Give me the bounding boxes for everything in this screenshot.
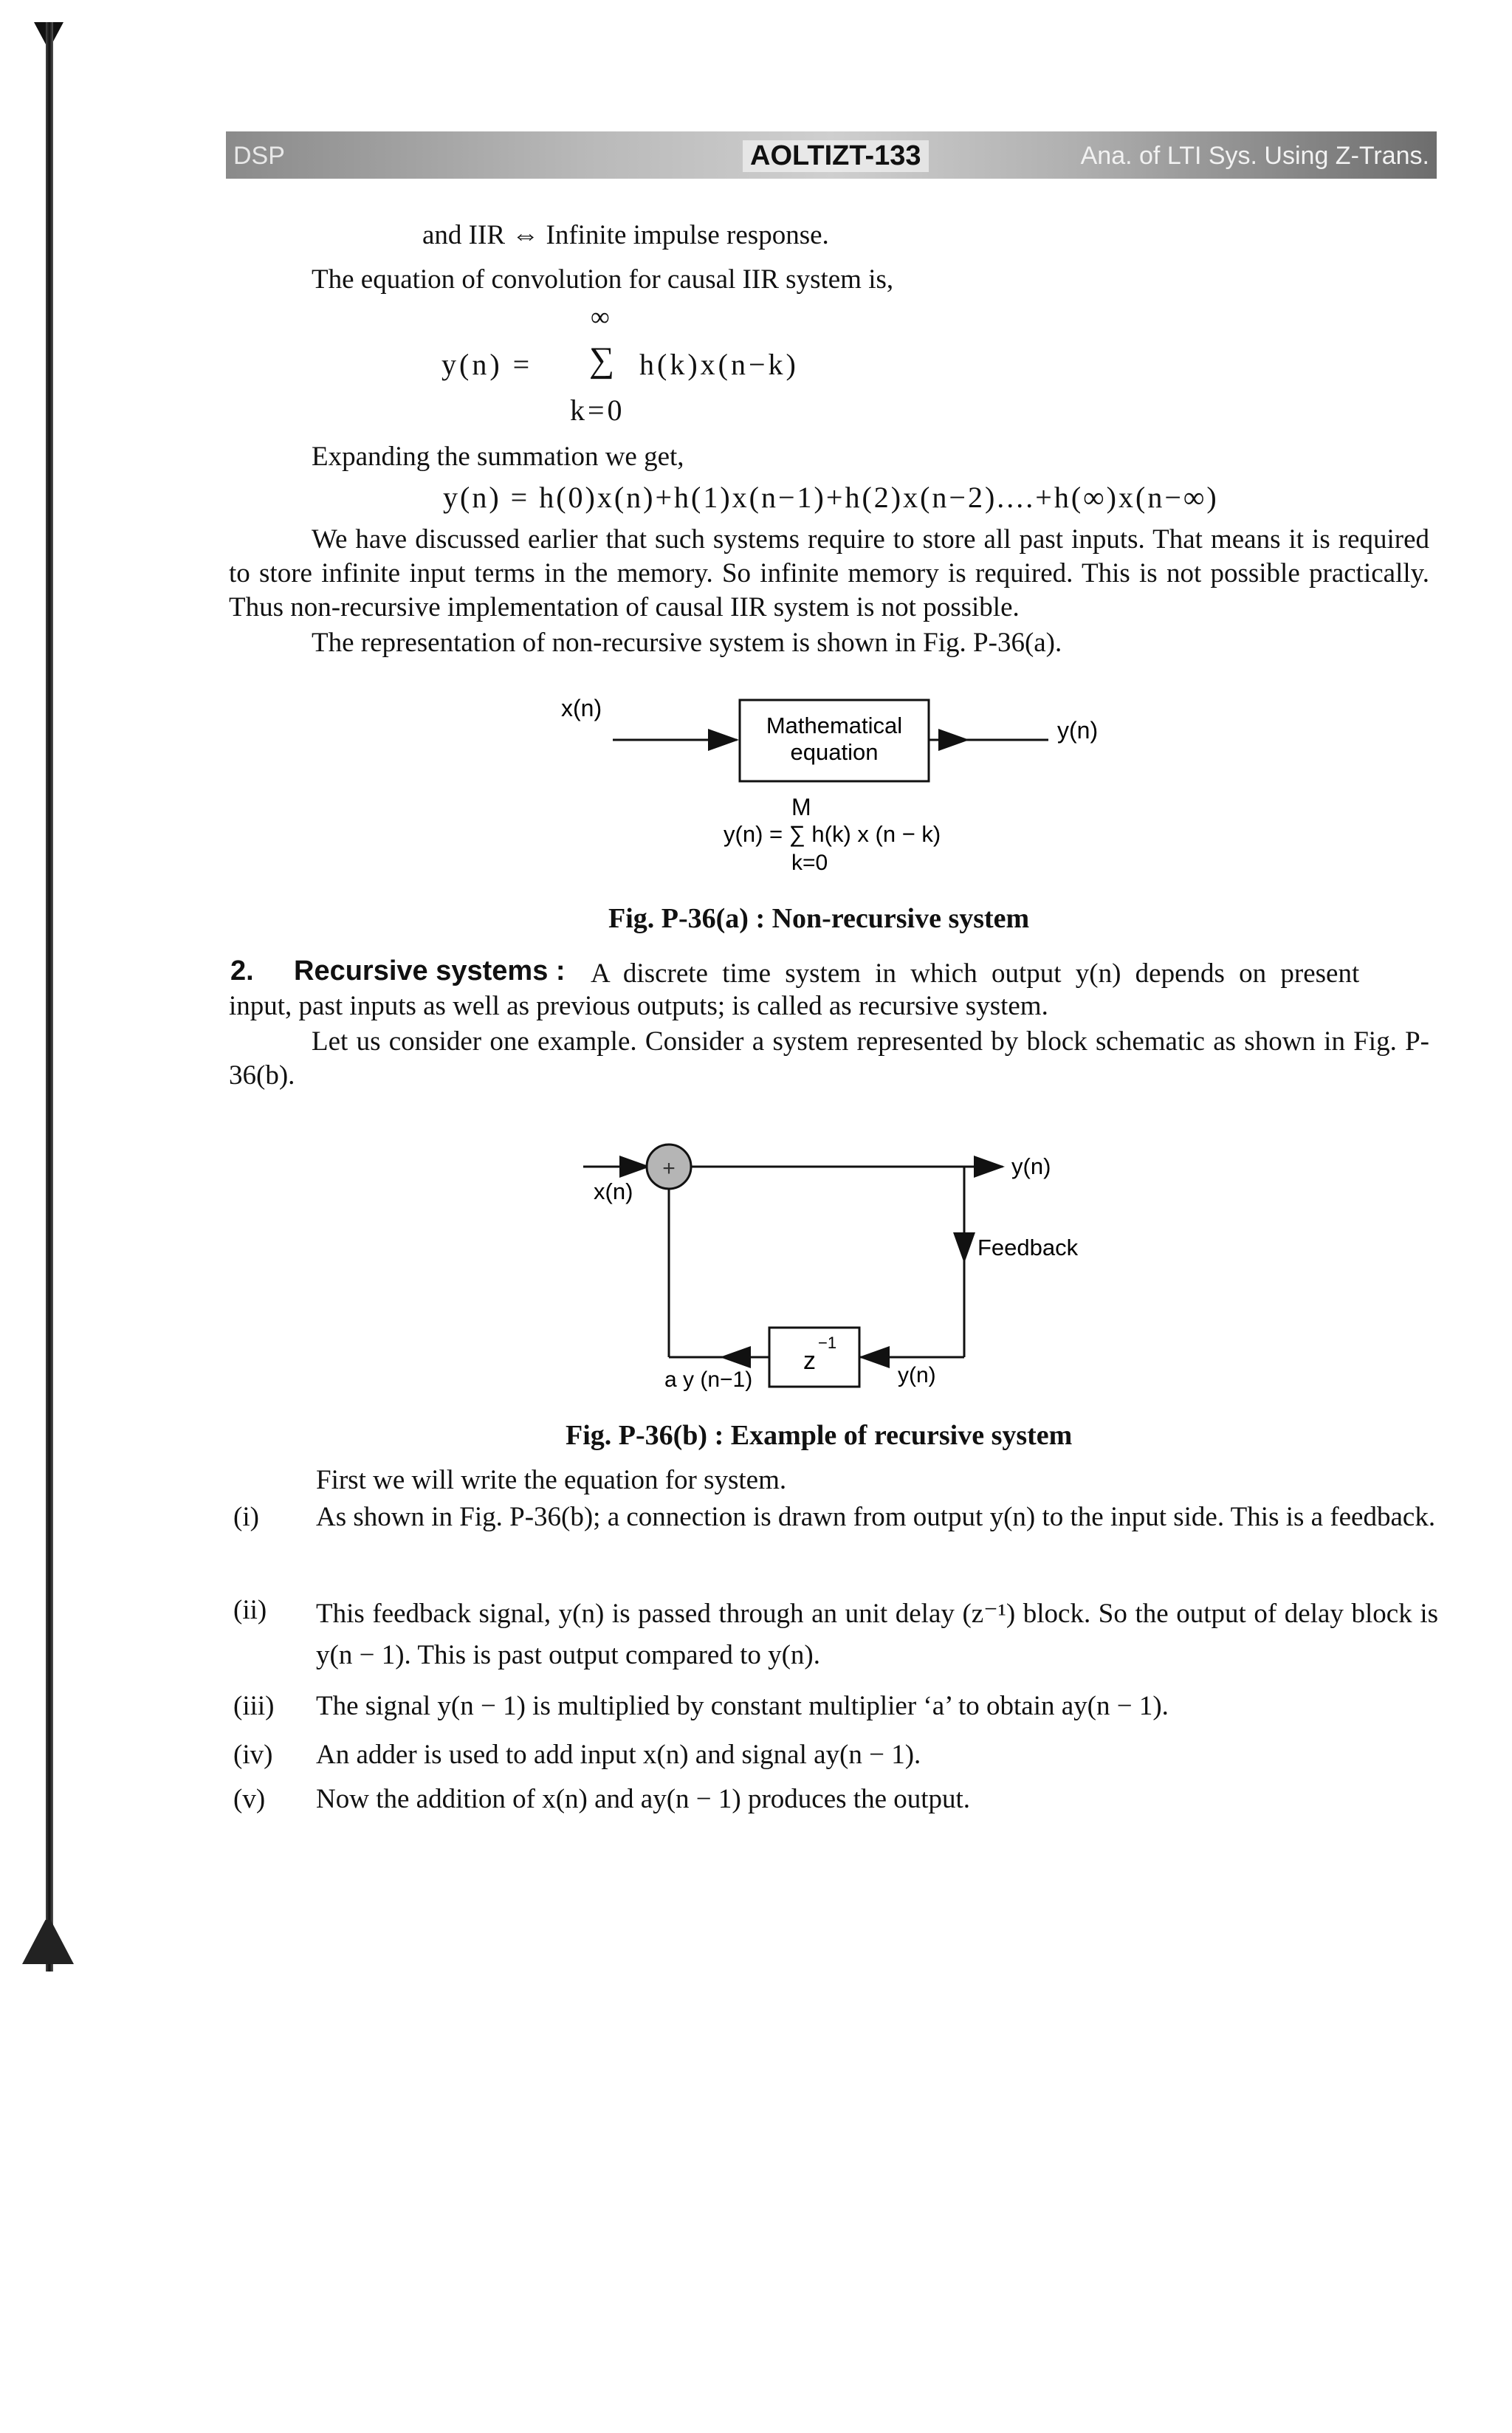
paragraph-memory: We have discussed earlier that such systems require to store all past inputs. That means it is required to store infinite input terms in the memory. So infinite memory is required. This is not possible practically. Thus non-recursive implementation of causal IIR system is not possible.	[229, 524, 1429, 622]
section-text-rest: input, past inputs as well as previous outputs; is called as recursive system.	[229, 991, 1048, 1021]
input-label: x(n)	[594, 1178, 633, 1204]
binding-edge	[46, 22, 53, 1972]
section-title: Recursive systems :	[294, 955, 566, 986]
adder-sign: +	[662, 1156, 676, 1181]
eq-lower: k=0	[791, 851, 828, 875]
sum-upper-limit: ∞	[591, 302, 613, 332]
feedback-label: Feedback	[977, 1235, 1079, 1260]
eq-upper: M	[791, 794, 811, 820]
delay-output-label: a y (n−1)	[664, 1368, 753, 1392]
convolution-lhs: y(n) =	[441, 348, 533, 381]
step-text: Now the addition of x(n) and ay(n − 1) produces the output.	[316, 1784, 971, 1814]
binding-edge-bottom	[22, 1920, 74, 1964]
step-number: (iii)	[233, 1691, 275, 1721]
eq-main: y(n) = ∑ h(k) x (n − k)	[724, 821, 941, 847]
convolution-intro: The equation of convolution for causal IIR system is,	[312, 264, 894, 295]
block-label-line1: Mathematical	[766, 713, 903, 738]
block-label-line2: equation	[790, 739, 879, 765]
representation-line: The representation of non-recursive system is shown in Fig. P-36(a).	[312, 628, 1062, 658]
output-label: y(n)	[1057, 717, 1099, 744]
recursive-diagram	[561, 1122, 1152, 1403]
step-number: (v)	[233, 1784, 266, 1814]
delay-exponent: −1	[818, 1334, 837, 1352]
header-code: AOLTIZT-133	[743, 140, 929, 172]
figure-b-caption: Fig. P-36(b) : Example of recursive system	[566, 1420, 1073, 1451]
sum-lower-limit: k=0	[570, 394, 625, 427]
paragraph-example: Let us consider one example. Consider a system represented by block schematic as shown in Fig. P-36(b).	[229, 1026, 1429, 1091]
step-number: (ii)	[233, 1595, 267, 1625]
delay-input-label: y(n)	[898, 1363, 936, 1387]
output-label: y(n)	[1011, 1153, 1051, 1179]
delay-symbol: z	[803, 1347, 816, 1375]
steps-intro: First we will write the equation for system.	[316, 1465, 787, 1495]
step-number: (i)	[233, 1502, 259, 1532]
non-recursive-diagram	[517, 687, 1181, 886]
header-right: Ana. of LTI Sys. Using Z-Trans.	[1080, 142, 1429, 170]
input-label: x(n)	[561, 695, 602, 721]
step-text: This feedback signal, y(n) is passed through an unit delay (z⁻¹) block. So the output of delay block is y(n − 1). This is past output compared to y(n).	[316, 1599, 1438, 1670]
iir-definition: and IIR ⇔ Infinite impulse response.	[422, 220, 829, 250]
step-text: As shown in Fig. P-36(b); a connection is drawn from output y(n) to the input side. This is a feedback.	[316, 1502, 1436, 1532]
step-text: The signal y(n − 1) is multiplied by constant multiplier ‘a’ to obtain ay(n − 1).	[316, 1691, 1169, 1721]
running-header	[226, 131, 1437, 179]
section-number: 2.	[230, 955, 254, 986]
section-text-first: A discrete time system in which output y(n) depends on present	[591, 958, 1360, 989]
expanding-line: Expanding the summation we get,	[312, 442, 684, 472]
step-text: An adder is used to add input x(n) and signal ay(n − 1).	[316, 1740, 921, 1770]
figure-a-caption: Fig. P-36(a) : Non-recursive system	[608, 903, 1030, 934]
sum-symbol: ∑	[589, 340, 618, 380]
step-number: (iv)	[233, 1740, 273, 1770]
header-left: DSP	[233, 142, 285, 170]
expanded-equation: y(n) = h(0)x(n)+h(1)x(n−1)+h(2)x(n−2)....+h(∞)x(n−∞)	[443, 481, 1219, 514]
convolution-term: h(k)x(n−k)	[639, 348, 799, 381]
